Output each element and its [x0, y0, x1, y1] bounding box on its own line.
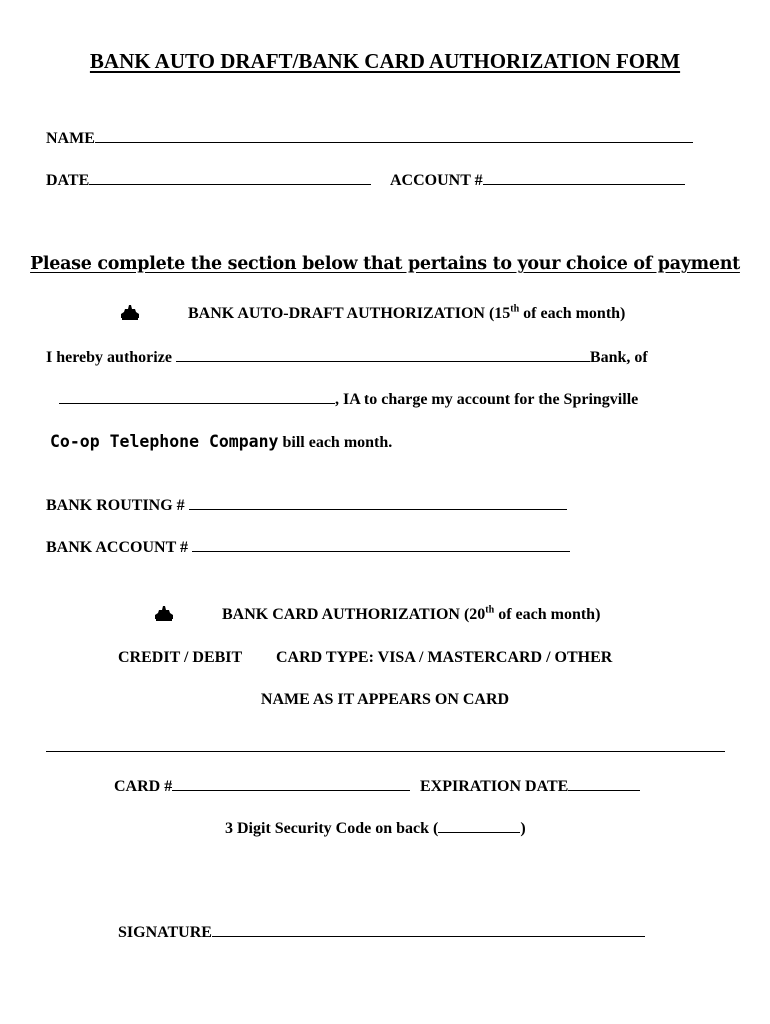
routing-number-field[interactable] [189, 495, 567, 510]
signature-field[interactable] [212, 922, 645, 937]
security-code-label: 3 Digit Security Code on back ( [225, 820, 439, 837]
bank-account-field[interactable] [192, 537, 570, 552]
routing-row [46, 495, 567, 516]
date-field[interactable] [89, 170, 371, 185]
auto-draft-heading: BANK AUTO-DRAFT AUTHORIZATION (15th of each month) [188, 303, 626, 322]
card-type-options[interactable]: CARD TYPE: VISA / MASTERCARD / OTHER [276, 649, 613, 666]
account-field[interactable] [483, 170, 685, 185]
expiration-date-field[interactable] [568, 776, 640, 791]
card-number-field[interactable] [172, 776, 410, 791]
date-row [46, 170, 371, 191]
company-row [50, 432, 392, 453]
payment-instruction: Please complete the section below that pertains to your choice of payment [30, 254, 740, 274]
form-title: BANK AUTO DRAFT/BANK CARD AUTHORIZATION FORM [89, 49, 681, 73]
bank-account-label: BANK ACCOUNT # [46, 539, 188, 556]
security-code-row: 3 Digit Security Code on back ( ) [225, 820, 526, 837]
bank-card-heading: BANK CARD AUTHORIZATION (20th of each month) [222, 604, 601, 623]
expiration-label: EXPIRATION DATE [420, 778, 569, 795]
location-row [59, 389, 638, 410]
bank-card-icon-wrap [154, 605, 174, 625]
signature-row [118, 922, 645, 943]
name-row [46, 128, 693, 149]
name-on-card-label: NAME AS IT APPEARS ON CARD [260, 691, 510, 708]
date-label: DATE [46, 172, 90, 189]
name-on-card-field[interactable] [46, 751, 725, 752]
company-name: Co-op Telephone Company [50, 432, 279, 451]
card-number-label: CARD # [114, 778, 173, 795]
name-label: NAME [46, 130, 95, 147]
pointing-hand-icon [120, 304, 140, 320]
authorize-label: I hereby authorize [46, 349, 172, 366]
name-field[interactable] [95, 128, 693, 143]
credit-debit-option[interactable]: CREDIT / DEBIT [118, 649, 243, 666]
bank-account-row [46, 537, 570, 558]
authorize-row [46, 347, 648, 368]
auto-draft-icon-wrap [120, 304, 140, 324]
bank-name-field[interactable] [176, 347, 590, 362]
bank-city-field[interactable] [59, 389, 335, 404]
pointing-hand-icon [154, 605, 174, 621]
security-code-field[interactable] [438, 818, 520, 833]
bank-suffix: Bank, of [589, 349, 648, 366]
account-label: ACCOUNT # [390, 172, 483, 189]
routing-label: BANK ROUTING # [46, 497, 185, 514]
location-suffix: , IA to charge my account for the Springville [335, 391, 639, 408]
company-suffix: bill each month. [278, 434, 393, 451]
expiration-row [420, 776, 640, 797]
signature-label: SIGNATURE [118, 924, 212, 941]
account-row [390, 170, 685, 191]
card-number-row [114, 776, 410, 797]
